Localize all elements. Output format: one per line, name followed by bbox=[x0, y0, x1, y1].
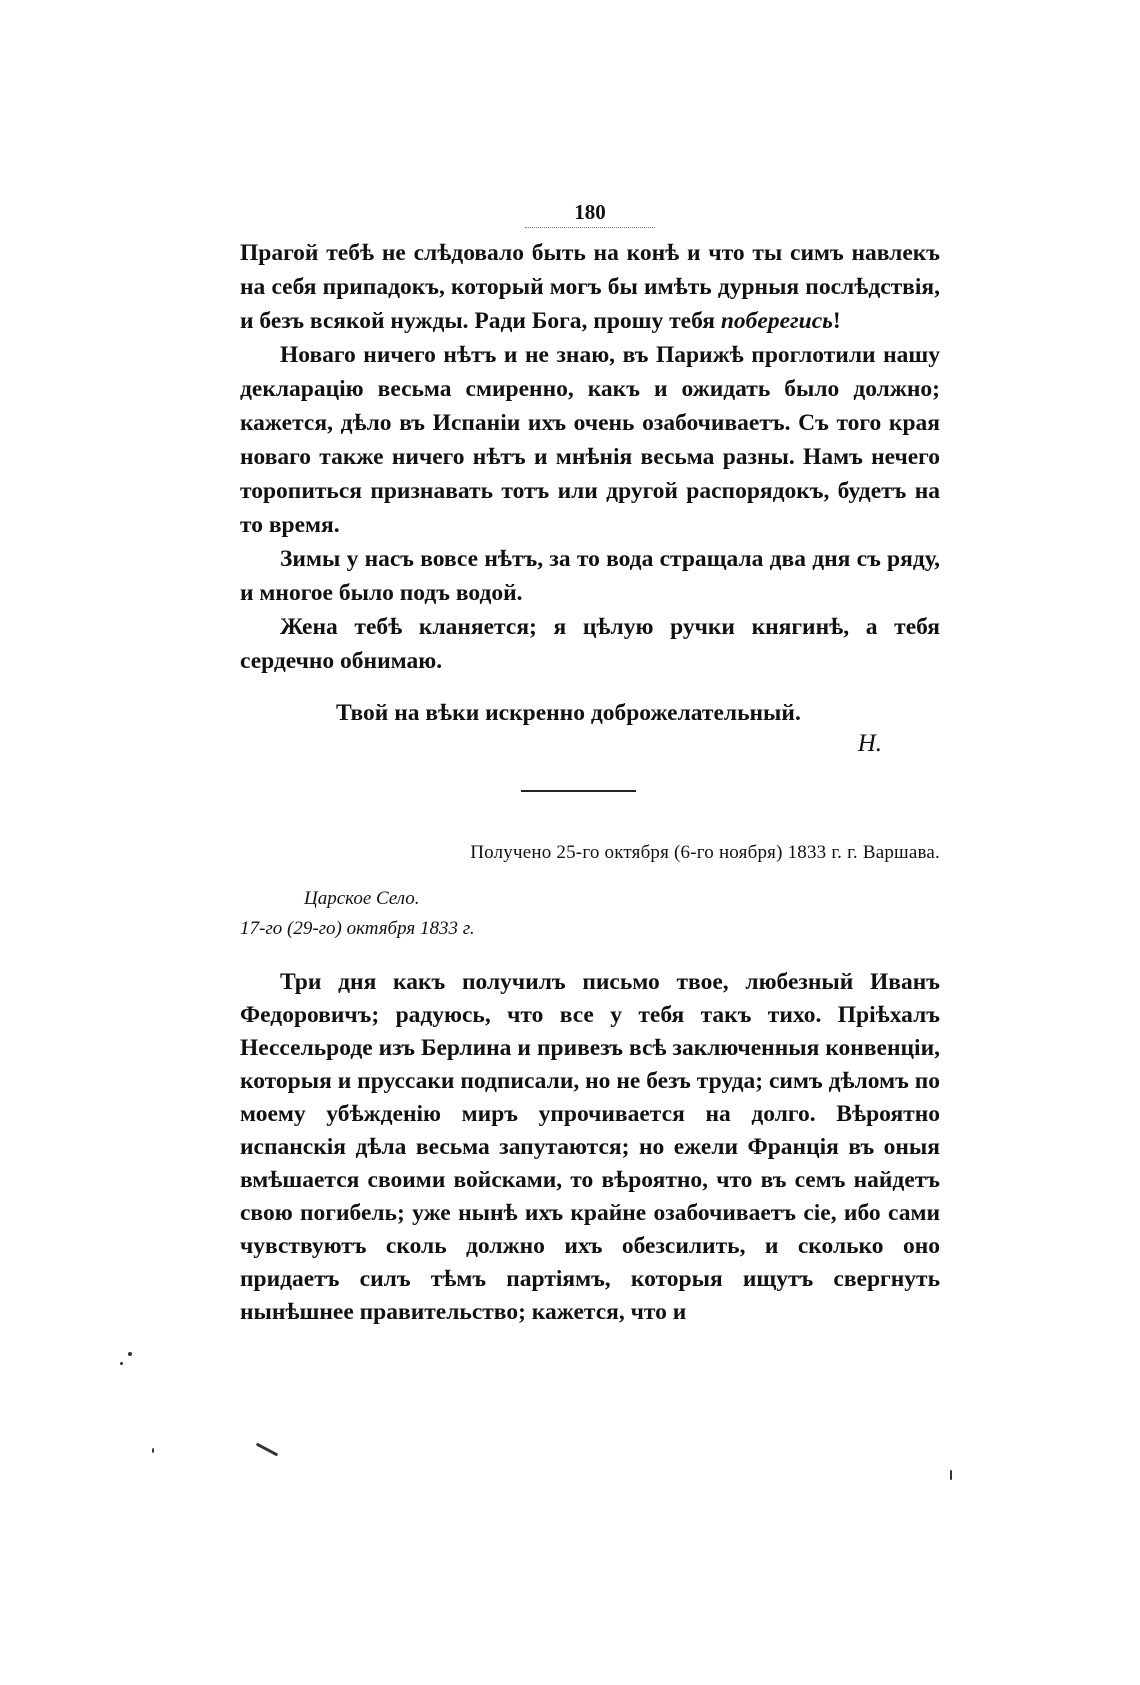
scan-speck bbox=[256, 1443, 279, 1457]
signature: Н. bbox=[857, 730, 882, 757]
letter-place: Царское Село. bbox=[304, 888, 420, 909]
letter-continued bbox=[240, 236, 940, 758]
letter-heading bbox=[240, 884, 940, 944]
paragraph-1-italic: поберегись bbox=[720, 308, 833, 334]
received-note: Получено 25-го октября (6-го ноября) 1833 г. г. Варшава. bbox=[470, 842, 940, 863]
page-number: 180 bbox=[240, 200, 940, 228]
letter-closing: Твой на вѣки искренно доброжелательный. bbox=[336, 700, 801, 726]
scan-speck bbox=[950, 1470, 952, 1480]
book-page bbox=[240, 200, 940, 1329]
scan-speck bbox=[152, 1448, 154, 1453]
paragraph-3: Зимы у насъ вовсе нѣтъ, за то вода стращала два дня съ ряду, и многое было подъ водой. bbox=[240, 546, 940, 606]
paragraph-2: Новаго ничего нѣтъ и не знаю, въ Парижѣ проглотили нашу декларацію весьма смиренно, какъ и ожидать было должно; кажется, дѣло въ Испаніи ихъ очень озабочиваетъ. Съ того края новаго также ничего нѣтъ и мнѣнія весьма разны. Намъ нечего торопиться признавать тотъ или другой распорядокъ, будетъ на то время. bbox=[240, 342, 940, 538]
scan-speck bbox=[120, 1362, 123, 1365]
paragraph-4: Жена тебѣ кланяется; я цѣлую ручки княгинѣ, а тебя сердечно обнимаю. bbox=[240, 614, 940, 674]
paragraph-1-end: ! bbox=[832, 308, 841, 334]
letter-new bbox=[240, 966, 940, 1329]
letter-2-paragraph-1: Три дня какъ получилъ письмо твое, любезный Иванъ Федоровичъ; радуюсь, что все у тебя такъ тихо. Пріѣхалъ Нессельроде изъ Берлина и привезъ всѣ заключенныя конвенціи, которыя и пруссаки подписали, но не безъ труда; симъ дѣломъ по моему убѣжденію миръ упрочивается на долго. Вѣроятно испанскія дѣла весьма запутаются; но ежели Франція въ оныя вмѣшается своими войсками, то вѣроятно, что въ семъ найдетъ свою погибель; уже нынѣ ихъ крайне озабочиваетъ сіе, ибо сами чувствуютъ сколь должно ихъ обезсилить, и сколько оно придаетъ силъ тѣмъ партіямъ, которыя ищутъ свергнуть нынѣшнее правительство; кажется, что и bbox=[240, 969, 940, 1325]
paragraph-1 bbox=[240, 236, 940, 338]
section-divider bbox=[521, 790, 636, 792]
scan-speck bbox=[128, 1352, 132, 1356]
paragraph-1-text: Прагой тебѣ не слѣдовало быть на конѣ и что ты симъ навлекъ на себя припадокъ, который могъ бы имѣть дурныя послѣдствія, и безъ всякой нужды. Ради Бога, прошу тебя bbox=[240, 240, 940, 334]
letter-date: 17-го (29-го) октября 1833 г. bbox=[240, 918, 475, 939]
